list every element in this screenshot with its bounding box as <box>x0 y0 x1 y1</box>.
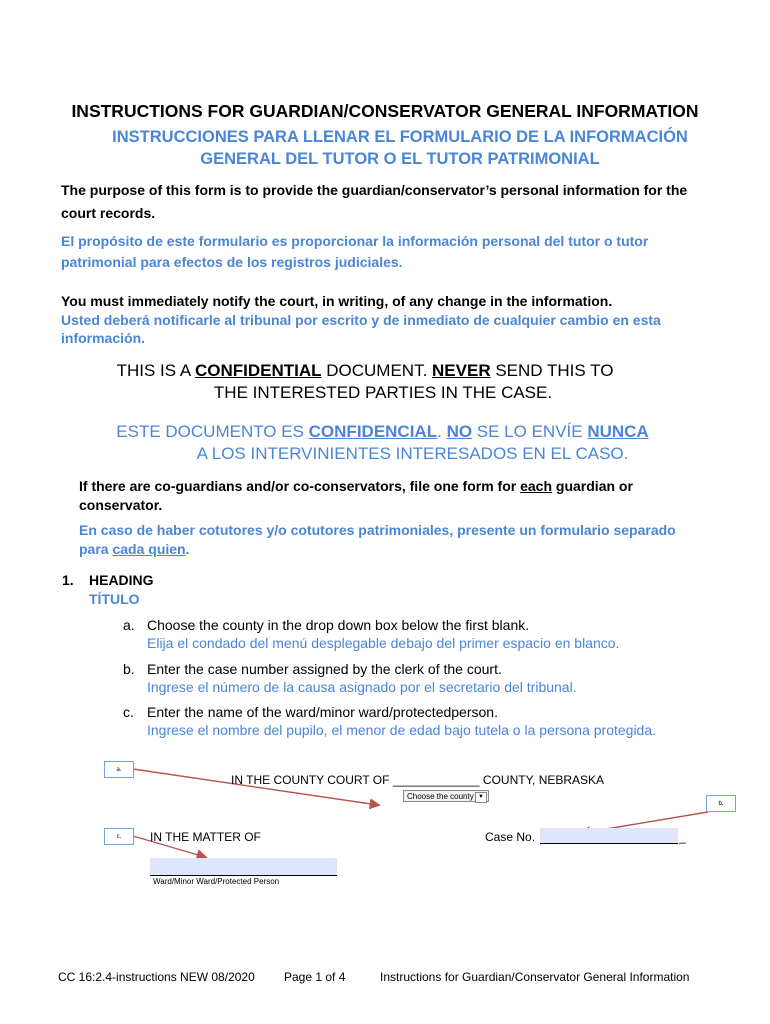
footer-page-number: Page 1 of 4 <box>284 970 346 984</box>
purpose-english: The purpose of this form is to provide the guardian/conservator’s personal information for the court records. <box>61 182 688 221</box>
footer-form-code: CC 16:2.4-instructions NEW 08/2020 <box>58 970 255 984</box>
case-no-trailing-blank: _ <box>679 830 686 844</box>
section-heading-spanish: TÍTULO <box>89 591 140 607</box>
instruction-item-c: c. Enter the name of the ward/minor ward/protectedperson. Ingrese el nombre del pupilo, el menor de edad bajo tutela o la persona protegida. <box>123 704 657 738</box>
notify-english: You must immediately notify the court, in writing, of any change in the information. <box>61 293 613 309</box>
chevron-down-icon: ▼ <box>475 792 487 803</box>
matter-of-label: IN THE MATTER OF <box>150 830 261 844</box>
callout-c: c. <box>104 828 134 845</box>
case-number-field[interactable] <box>540 828 678 844</box>
section-heading-english: HEADING <box>89 572 154 588</box>
case-no-label: Case No. <box>485 830 536 844</box>
confidential-notice-english: THIS IS A CONFIDENTIAL DOCUMENT. NEVER SEND THIS TO THE INTERESTED PARTIES IN THE CASE. <box>116 361 614 402</box>
callout-a: a. <box>104 761 134 778</box>
instruction-item-b: b. Enter the case number assigned by the clerk of the court. Ingrese el número de la causa asignado por el secretario del tribunal. <box>123 661 577 695</box>
ward-label: Ward/Minor Ward/Protected Person <box>153 877 280 886</box>
each-word: each <box>520 478 553 494</box>
instruction-item-a: a. Choose the county in the drop down box below the first blank. Elija el condado del menú desplegable debajo del primer espacio en blanco. <box>123 617 620 651</box>
callout-b: b. <box>706 795 736 812</box>
confidential-notice-spanish: ESTE DOCUMENTO ES CONFIDENCIAL. NO SE LO ENVÍE NUNCA A LOS INTERVINIENTES INTERESADOS EN EL CASO. <box>116 422 649 463</box>
nunca-word: NUNCA <box>587 422 649 441</box>
title-english: INSTRUCTIONS FOR GUARDIAN/CONSERVATOR GENERAL INFORMATION <box>71 101 699 121</box>
never-word: NEVER <box>432 361 491 380</box>
title-spanish-line1: INSTRUCCIONES PARA LLENAR EL FORMULARIO DE LA INFORMACIÓN <box>112 128 688 146</box>
county-dropdown[interactable]: Choose the county ▼ <box>403 790 489 802</box>
ward-name-field[interactable] <box>150 858 337 876</box>
title-spanish-line2: GENERAL DEL TUTOR O EL TUTOR PATRIMONIAL <box>200 150 600 168</box>
section-number: 1. <box>62 572 74 588</box>
coguardian-spanish: En caso de haber cotutores y/o cotutores patrimoniales, presente un formulario separado para cada quien. <box>79 522 676 557</box>
purpose-spanish: El propósito de este formulario es proporcionar la información personal del tutor o tutor patrimonial para efectos de los registros judiciales. <box>61 233 649 270</box>
cada-quien-word: cada quien <box>112 541 186 557</box>
county-court-line: IN THE COUNTY COURT OF _____________ COUNTY, NEBRASKA <box>231 773 605 787</box>
footer-title: Instructions for Guardian/Conservator General Information <box>380 970 690 984</box>
notify-spanish: Usted deberá notificarle al tribunal por escrito y de inmediato de cualquier cambio en esta información. <box>61 312 661 346</box>
confidential-word: CONFIDENTIAL <box>194 361 322 380</box>
confidencial-word: CONFIDENCIAL <box>308 422 438 441</box>
coguardian-english: If there are co-guardians and/or co-conservators, file one form for each guardian or conservator. <box>79 478 633 513</box>
no-word: NO <box>446 422 473 441</box>
